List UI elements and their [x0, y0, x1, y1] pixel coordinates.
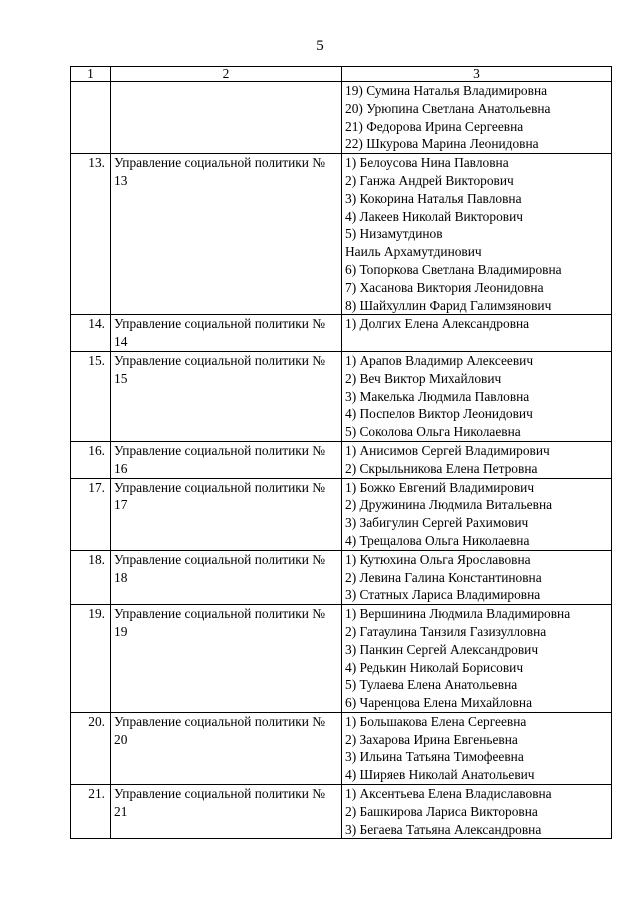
row-number: 19. [71, 605, 111, 713]
column-header-2: 2 [111, 67, 342, 82]
table-row [71, 351, 612, 441]
member-name: 5) Тулаева Елена Анатольевна [345, 677, 518, 693]
member-name: 1) Анисимов Сергей Владимирович [345, 442, 550, 458]
member-name: 1) Долгих Елена Александровна [345, 316, 530, 332]
member-name: 8) Шайхуллин Фарид Галимзянович [345, 297, 552, 313]
member-list [342, 478, 612, 550]
member-name: 7) Хасанова Виктория Леонидовна [345, 279, 544, 295]
member-list [342, 712, 612, 784]
member-list [342, 785, 612, 839]
member-name: 3) Бегаева Татьяна Александровна [345, 821, 542, 837]
table-header-row [71, 67, 612, 82]
member-name: 21) Федорова Ирина Сергеевна [345, 118, 524, 134]
row-number [71, 82, 111, 154]
row-number: 16. [71, 441, 111, 478]
member-name: 4) Лакеев Николай Викторович [345, 208, 523, 224]
department-name: Управление социальной политики № 17 [111, 478, 342, 550]
member-name: 5) Низамутдинов [345, 226, 443, 242]
member-name: 3) Статных Лариса Владимировна [345, 587, 541, 603]
table-row [71, 315, 612, 352]
commission-members-table [70, 66, 612, 839]
member-name: 3) Макелька Людмила Павловна [345, 388, 530, 404]
table-row [71, 785, 612, 839]
row-number: 17. [71, 478, 111, 550]
member-name: 2) Дружинина Людмила Витальевна [345, 497, 553, 513]
member-name: 5) Соколова Ольга Николаевна [345, 424, 521, 440]
member-name: 4) Поспелов Виктор Леонидович [345, 406, 533, 422]
table-row [71, 712, 612, 784]
member-name: 1) Аксентьева Елена Владиславовна [345, 786, 552, 802]
department-name: Управление социальной политики № 19 [111, 605, 342, 713]
member-name: 1) Вершинина Людмила Владимировна [345, 606, 571, 622]
department-name [111, 82, 342, 154]
column-header-3: 3 [342, 67, 612, 82]
member-name: 3) Забигулин Сергей Рахимович [345, 515, 529, 531]
department-name: Управление социальной политики № 20 [111, 712, 342, 784]
member-name: 1) Большакова Елена Сергеевна [345, 713, 527, 729]
row-number: 13. [71, 154, 111, 315]
member-list [342, 550, 612, 604]
table-row [71, 605, 612, 713]
member-name: 22) Шкурова Марина Леонидовна [345, 136, 539, 152]
row-number: 18. [71, 550, 111, 604]
member-name: 2) Ганжа Андрей Викторович [345, 172, 514, 188]
member-list [342, 605, 612, 713]
row-number: 20. [71, 712, 111, 784]
table-row [71, 82, 612, 154]
member-name: 4) Трещалова Ольга Николаевна [345, 532, 530, 548]
member-list [342, 351, 612, 441]
member-list [342, 82, 612, 154]
page-number: 5 [316, 38, 324, 54]
member-name: Наиль Архамутдинович [345, 244, 482, 260]
member-name: 6) Чаренцова Елена Михайловна [345, 695, 533, 711]
department-name: Управление социальной политики № 14 [111, 315, 342, 352]
department-name: Управление социальной политики № 16 [111, 441, 342, 478]
table-row [71, 550, 612, 604]
member-name: 3) Кокорина Наталья Павловна [345, 190, 522, 206]
row-number: 21. [71, 785, 111, 839]
member-name: 4) Ширяев Николай Анатольевич [345, 767, 535, 783]
department-name: Управление социальной политики № 15 [111, 351, 342, 441]
member-name: 3) Панкин Сергей Александрович [345, 641, 539, 657]
table-row [71, 441, 612, 478]
member-name: 1) Кутюхина Ольга Ярославовна [345, 551, 531, 567]
member-list [342, 154, 612, 315]
member-name: 1) Белоусова Нина Павловна [345, 155, 509, 171]
member-name: 6) Топоркова Светлана Владимировна [345, 261, 562, 277]
table-row [71, 154, 612, 315]
member-list [342, 315, 612, 352]
member-name: 2) Гатаулина Танзиля Газизулловна [345, 623, 547, 639]
member-list [342, 441, 612, 478]
member-name: 2) Захарова Ирина Евгеньевна [345, 731, 518, 747]
column-header-1: 1 [71, 67, 111, 82]
member-name: 2) Скрыльникова Елена Петровна [345, 460, 538, 476]
member-name: 2) Левина Галина Константиновна [345, 569, 542, 585]
row-number: 14. [71, 315, 111, 352]
member-name: 2) Башкирова Лариса Викторовна [345, 803, 538, 819]
row-number: 15. [71, 351, 111, 441]
member-name: 20) Урюпина Светлана Анатольевна [345, 100, 551, 116]
member-name: 2) Веч Виктор Михайлович [345, 370, 502, 386]
department-name: Управление социальной политики № 18 [111, 550, 342, 604]
member-name: 3) Ильина Татьяна Тимофеевна [345, 749, 524, 765]
department-name: Управление социальной политики № 21 [111, 785, 342, 839]
table-row [71, 478, 612, 550]
member-name: 19) Сумина Наталья Владимировна [345, 83, 548, 98]
member-name: 4) Редькин Николай Борисович [345, 659, 524, 675]
member-name: 1) Арапов Владимир Алексеевич [345, 352, 534, 368]
department-name: Управление социальной политики № 13 [111, 154, 342, 315]
member-name: 1) Божко Евгений Владимирович [345, 479, 535, 495]
